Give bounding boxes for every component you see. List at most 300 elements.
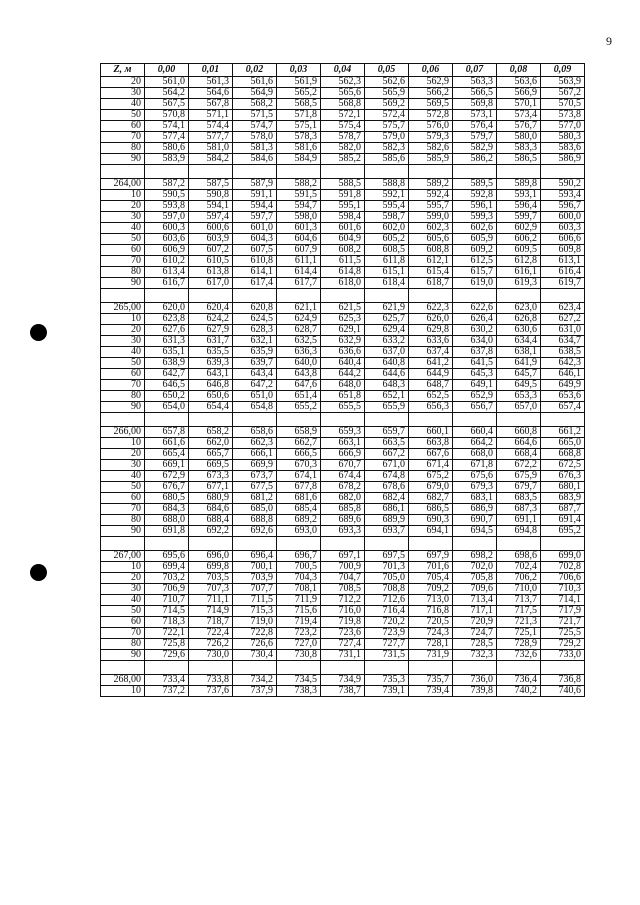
value-cell: 665,7 — [189, 449, 233, 460]
table-row — [101, 584, 585, 595]
value-cell: 696,0 — [189, 551, 233, 562]
value-cell — [365, 165, 409, 179]
value-cell: 607,9 — [277, 245, 321, 256]
table-row — [101, 336, 585, 347]
column-header: 0,05 — [365, 64, 409, 77]
row-label-cell — [101, 289, 145, 303]
value-cell: 635,1 — [145, 347, 189, 358]
value-cell: 714,1 — [541, 595, 585, 606]
value-cell — [189, 661, 233, 675]
value-cell: 591,5 — [277, 190, 321, 201]
value-cell: 684,3 — [145, 504, 189, 515]
value-cell: 642,7 — [145, 369, 189, 380]
value-cell: 581,3 — [233, 143, 277, 154]
value-cell: 571,5 — [233, 110, 277, 121]
table-row — [101, 77, 585, 88]
table-row — [101, 303, 585, 314]
value-cell: 648,7 — [409, 380, 453, 391]
row-label-cell: 20 — [101, 573, 145, 584]
value-cell: 693,0 — [277, 526, 321, 537]
value-cell: 652,1 — [365, 391, 409, 402]
value-cell: 570,8 — [145, 110, 189, 121]
value-cell: 734,5 — [277, 675, 321, 686]
value-cell: 730,4 — [233, 650, 277, 661]
value-cell: 681,2 — [233, 493, 277, 504]
value-cell: 638,1 — [497, 347, 541, 358]
row-label-cell: 40 — [101, 595, 145, 606]
value-cell — [321, 165, 365, 179]
value-cell: 657,4 — [541, 402, 585, 413]
value-cell: 676,3 — [541, 471, 585, 482]
value-cell: 639,3 — [189, 358, 233, 369]
table-row — [101, 606, 585, 617]
value-cell: 624,5 — [233, 314, 277, 325]
value-cell: 564,6 — [189, 88, 233, 99]
value-cell: 703,5 — [189, 573, 233, 584]
value-cell: 650,6 — [189, 391, 233, 402]
value-cell: 711,5 — [233, 595, 277, 606]
value-cell: 569,5 — [409, 99, 453, 110]
value-cell: 680,5 — [145, 493, 189, 504]
value-cell — [497, 537, 541, 551]
value-cell: 657,8 — [145, 427, 189, 438]
value-cell: 728,1 — [409, 639, 453, 650]
value-cell: 720,9 — [453, 617, 497, 628]
value-cell: 604,3 — [233, 234, 277, 245]
value-cell: 683,1 — [453, 493, 497, 504]
table-row — [101, 391, 585, 402]
table-row — [101, 154, 585, 165]
value-cell: 588,2 — [277, 179, 321, 190]
value-cell: 712,6 — [365, 595, 409, 606]
value-cell: 607,5 — [233, 245, 277, 256]
value-cell: 596,1 — [453, 201, 497, 212]
value-cell: 585,2 — [321, 154, 365, 165]
value-cell: 689,9 — [365, 515, 409, 526]
value-cell: 623,0 — [497, 303, 541, 314]
value-cell: 627,9 — [189, 325, 233, 336]
value-cell: 666,1 — [233, 449, 277, 460]
table-row — [101, 628, 585, 639]
value-cell: 599,7 — [497, 212, 541, 223]
value-cell: 586,9 — [541, 154, 585, 165]
table-row — [101, 427, 585, 438]
value-cell: 595,4 — [365, 201, 409, 212]
row-label-cell: 60 — [101, 617, 145, 628]
value-cell: 734,2 — [233, 675, 277, 686]
value-cell: 630,2 — [453, 325, 497, 336]
value-cell: 612,8 — [497, 256, 541, 267]
value-cell: 568,2 — [233, 99, 277, 110]
table-row — [101, 190, 585, 201]
value-cell: 684,6 — [189, 504, 233, 515]
value-cell: 600,6 — [189, 223, 233, 234]
value-cell — [233, 661, 277, 675]
value-cell: 674,1 — [277, 471, 321, 482]
value-cell: 663,5 — [365, 438, 409, 449]
value-cell: 713,0 — [409, 595, 453, 606]
value-cell: 657,0 — [497, 402, 541, 413]
value-cell: 732,3 — [453, 650, 497, 661]
value-cell: 561,9 — [277, 77, 321, 88]
value-cell: 708,1 — [277, 584, 321, 595]
value-cell: 707,7 — [233, 584, 277, 595]
value-cell: 687,3 — [497, 504, 541, 515]
value-cell: 608,8 — [409, 245, 453, 256]
table-row — [101, 639, 585, 650]
row-label-cell: 30 — [101, 88, 145, 99]
table-row — [101, 201, 585, 212]
row-label-cell: 30 — [101, 336, 145, 347]
value-cell: 648,0 — [321, 380, 365, 391]
value-cell: 626,8 — [497, 314, 541, 325]
value-cell: 695,2 — [541, 526, 585, 537]
value-cell: 624,9 — [277, 314, 321, 325]
value-cell: 582,9 — [453, 143, 497, 154]
value-cell: 737,6 — [189, 686, 233, 697]
value-cell: 730,0 — [189, 650, 233, 661]
row-label-cell: 10 — [101, 562, 145, 573]
value-cell: 617,7 — [277, 278, 321, 289]
value-cell: 570,5 — [541, 99, 585, 110]
value-cell: 577,7 — [189, 132, 233, 143]
row-label-cell: 80 — [101, 639, 145, 650]
value-cell: 685,4 — [277, 504, 321, 515]
value-cell: 671,4 — [409, 460, 453, 471]
row-label-cell: 40 — [101, 223, 145, 234]
value-cell: 647,6 — [277, 380, 321, 391]
value-cell: 635,5 — [189, 347, 233, 358]
value-cell: 722,1 — [145, 628, 189, 639]
row-label-cell: 70 — [101, 504, 145, 515]
value-cell: 704,3 — [277, 573, 321, 584]
value-cell: 627,2 — [541, 314, 585, 325]
value-cell: 693,3 — [321, 526, 365, 537]
value-cell: 644,2 — [321, 369, 365, 380]
value-cell: 662,3 — [233, 438, 277, 449]
table-row — [101, 245, 585, 256]
row-label-cell: 80 — [101, 391, 145, 402]
value-cell: 578,3 — [277, 132, 321, 143]
value-cell: 736,8 — [541, 675, 585, 686]
value-cell: 692,6 — [233, 526, 277, 537]
value-cell: 716,4 — [365, 606, 409, 617]
value-cell: 737,9 — [233, 686, 277, 697]
value-cell: 640,4 — [321, 358, 365, 369]
value-cell: 585,6 — [365, 154, 409, 165]
value-cell: 588,5 — [321, 179, 365, 190]
value-cell: 594,4 — [233, 201, 277, 212]
value-cell: 625,7 — [365, 314, 409, 325]
value-cell — [233, 537, 277, 551]
value-cell: 638,9 — [145, 358, 189, 369]
value-cell: 696,7 — [277, 551, 321, 562]
value-cell: 679,7 — [497, 482, 541, 493]
value-cell: 685,8 — [321, 504, 365, 515]
value-cell: 583,3 — [497, 143, 541, 154]
value-cell: 640,8 — [365, 358, 409, 369]
value-cell: 651,4 — [277, 391, 321, 402]
value-cell: 577,4 — [145, 132, 189, 143]
value-cell: 564,9 — [233, 88, 277, 99]
value-cell — [277, 413, 321, 427]
value-cell: 675,9 — [497, 471, 541, 482]
value-cell: 680,1 — [541, 482, 585, 493]
value-cell: 726,2 — [189, 639, 233, 650]
table-spacer-row — [101, 165, 585, 179]
value-cell: 704,7 — [321, 573, 365, 584]
table-row — [101, 256, 585, 267]
value-cell: 703,2 — [145, 573, 189, 584]
value-cell: 659,3 — [321, 427, 365, 438]
table-row — [101, 132, 585, 143]
value-cell: 732,6 — [497, 650, 541, 661]
value-cell: 689,6 — [321, 515, 365, 526]
value-cell: 614,8 — [321, 267, 365, 278]
row-label-cell: 80 — [101, 267, 145, 278]
value-cell — [497, 165, 541, 179]
value-cell: 665,0 — [541, 438, 585, 449]
value-cell: 584,9 — [277, 154, 321, 165]
value-cell — [145, 165, 189, 179]
row-label-cell: 30 — [101, 460, 145, 471]
value-cell: 593,8 — [145, 201, 189, 212]
value-cell: 682,7 — [409, 493, 453, 504]
value-cell: 698,6 — [497, 551, 541, 562]
value-cell: 581,0 — [189, 143, 233, 154]
value-cell — [409, 537, 453, 551]
value-cell: 589,5 — [453, 179, 497, 190]
value-cell: 563,3 — [453, 77, 497, 88]
value-cell: 662,7 — [277, 438, 321, 449]
value-cell — [321, 289, 365, 303]
value-cell: 680,9 — [189, 493, 233, 504]
value-cell: 587,9 — [233, 179, 277, 190]
value-cell: 652,5 — [409, 391, 453, 402]
value-cell — [497, 413, 541, 427]
value-cell: 576,4 — [453, 121, 497, 132]
value-cell: 694,8 — [497, 526, 541, 537]
value-cell: 713,7 — [497, 595, 541, 606]
value-cell: 650,2 — [145, 391, 189, 402]
value-cell: 718,7 — [189, 617, 233, 628]
value-cell: 712,2 — [321, 595, 365, 606]
column-header: 0,02 — [233, 64, 277, 77]
value-cell: 637,0 — [365, 347, 409, 358]
row-label-cell: 90 — [101, 650, 145, 661]
table-row — [101, 515, 585, 526]
value-cell: 723,9 — [365, 628, 409, 639]
column-header: 0,03 — [277, 64, 321, 77]
value-cell: 628,7 — [277, 325, 321, 336]
value-cell: 699,0 — [541, 551, 585, 562]
value-cell: 603,9 — [189, 234, 233, 245]
value-cell: 592,4 — [409, 190, 453, 201]
value-cell: 662,0 — [189, 438, 233, 449]
value-cell: 721,7 — [541, 617, 585, 628]
value-cell: 696,4 — [233, 551, 277, 562]
row-label-cell: 70 — [101, 132, 145, 143]
value-cell: 575,1 — [277, 121, 321, 132]
table-spacer-row — [101, 289, 585, 303]
row-label-cell: 60 — [101, 121, 145, 132]
value-cell: 649,5 — [497, 380, 541, 391]
value-cell: 708,8 — [365, 584, 409, 595]
table-body — [101, 77, 585, 697]
value-cell: 619,3 — [497, 278, 541, 289]
value-cell: 681,6 — [277, 493, 321, 504]
value-cell: 674,8 — [365, 471, 409, 482]
row-label-cell: 70 — [101, 256, 145, 267]
value-cell: 677,5 — [233, 482, 277, 493]
column-header: 0,04 — [321, 64, 365, 77]
row-label-cell: 50 — [101, 358, 145, 369]
value-cell — [233, 289, 277, 303]
value-cell: 705,4 — [409, 573, 453, 584]
value-cell: 610,5 — [189, 256, 233, 267]
value-cell: 709,2 — [409, 584, 453, 595]
value-cell: 660,1 — [409, 427, 453, 438]
value-cell: 609,8 — [541, 245, 585, 256]
value-cell: 637,4 — [409, 347, 453, 358]
value-cell: 644,9 — [409, 369, 453, 380]
table-row — [101, 493, 585, 504]
value-cell: 602,9 — [497, 223, 541, 234]
value-cell: 590,2 — [541, 179, 585, 190]
value-cell: 645,7 — [497, 369, 541, 380]
value-cell: 703,9 — [233, 573, 277, 584]
value-cell: 561,6 — [233, 77, 277, 88]
value-cell: 567,5 — [145, 99, 189, 110]
value-cell: 663,1 — [321, 438, 365, 449]
value-cell — [321, 661, 365, 675]
value-cell: 638,5 — [541, 347, 585, 358]
value-cell: 591,1 — [233, 190, 277, 201]
value-cell: 579,7 — [453, 132, 497, 143]
value-cell: 708,5 — [321, 584, 365, 595]
value-cell: 648,3 — [365, 380, 409, 391]
value-cell: 636,6 — [321, 347, 365, 358]
value-cell: 592,1 — [365, 190, 409, 201]
value-cell: 598,0 — [277, 212, 321, 223]
column-header: 0,07 — [453, 64, 497, 77]
value-cell: 686,9 — [453, 504, 497, 515]
value-cell: 561,0 — [145, 77, 189, 88]
value-cell: 582,0 — [321, 143, 365, 154]
value-cell: 710,3 — [541, 584, 585, 595]
value-cell: 725,5 — [541, 628, 585, 639]
value-cell: 563,6 — [497, 77, 541, 88]
table-row — [101, 562, 585, 573]
value-cell: 660,4 — [453, 427, 497, 438]
table-row — [101, 686, 585, 697]
column-header: 0,00 — [145, 64, 189, 77]
row-label-cell: 10 — [101, 314, 145, 325]
value-cell: 670,7 — [321, 460, 365, 471]
value-cell: 631,3 — [145, 336, 189, 347]
value-cell: 671,8 — [453, 460, 497, 471]
value-cell: 579,0 — [365, 132, 409, 143]
value-cell: 624,2 — [189, 314, 233, 325]
value-cell: 633,6 — [409, 336, 453, 347]
row-label-cell: 70 — [101, 380, 145, 391]
value-cell: 591,8 — [321, 190, 365, 201]
value-cell — [189, 537, 233, 551]
value-cell: 672,2 — [497, 460, 541, 471]
column-header: 0,01 — [189, 64, 233, 77]
value-cell: 617,4 — [233, 278, 277, 289]
table-row — [101, 143, 585, 154]
value-cell: 580,0 — [497, 132, 541, 143]
value-cell: 595,1 — [321, 201, 365, 212]
value-cell: 626,0 — [409, 314, 453, 325]
value-cell: 697,1 — [321, 551, 365, 562]
table-row — [101, 482, 585, 493]
value-cell: 584,6 — [233, 154, 277, 165]
value-cell: 727,4 — [321, 639, 365, 650]
value-cell: 717,1 — [453, 606, 497, 617]
value-cell: 603,6 — [145, 234, 189, 245]
value-cell: 618,0 — [321, 278, 365, 289]
value-cell: 711,9 — [277, 595, 321, 606]
value-cell: 585,9 — [409, 154, 453, 165]
table-row — [101, 212, 585, 223]
value-cell: 570,1 — [497, 99, 541, 110]
row-label-cell: 50 — [101, 234, 145, 245]
value-cell: 655,2 — [277, 402, 321, 413]
value-cell: 670,3 — [277, 460, 321, 471]
value-cell: 600,3 — [145, 223, 189, 234]
value-cell: 679,3 — [453, 482, 497, 493]
value-cell: 561,3 — [189, 77, 233, 88]
value-cell: 655,5 — [321, 402, 365, 413]
value-cell: 735,3 — [365, 675, 409, 686]
value-cell: 606,2 — [497, 234, 541, 245]
value-cell: 614,4 — [277, 267, 321, 278]
value-cell: 598,7 — [365, 212, 409, 223]
value-cell: 615,4 — [409, 267, 453, 278]
value-cell: 572,4 — [365, 110, 409, 121]
value-cell: 724,7 — [453, 628, 497, 639]
value-cell: 677,1 — [189, 482, 233, 493]
value-cell: 608,2 — [321, 245, 365, 256]
value-cell: 576,0 — [409, 121, 453, 132]
value-cell: 644,6 — [365, 369, 409, 380]
value-cell: 729,6 — [145, 650, 189, 661]
value-cell: 690,7 — [453, 515, 497, 526]
value-cell: 671,0 — [365, 460, 409, 471]
value-cell: 618,4 — [365, 278, 409, 289]
table-row — [101, 179, 585, 190]
value-cell: 725,8 — [145, 639, 189, 650]
value-cell: 653,3 — [497, 391, 541, 402]
value-cell: 677,8 — [277, 482, 321, 493]
value-cell: 617,0 — [189, 278, 233, 289]
value-cell: 718,3 — [145, 617, 189, 628]
value-cell: 565,9 — [365, 88, 409, 99]
value-cell: 569,8 — [453, 99, 497, 110]
value-cell: 691,1 — [497, 515, 541, 526]
value-cell: 599,0 — [409, 212, 453, 223]
value-cell: 622,6 — [453, 303, 497, 314]
value-cell: 719,4 — [277, 617, 321, 628]
value-cell: 646,1 — [541, 369, 585, 380]
value-cell: 721,3 — [497, 617, 541, 628]
value-cell: 649,9 — [541, 380, 585, 391]
value-cell: 629,4 — [365, 325, 409, 336]
value-cell: 643,8 — [277, 369, 321, 380]
value-cell — [189, 289, 233, 303]
